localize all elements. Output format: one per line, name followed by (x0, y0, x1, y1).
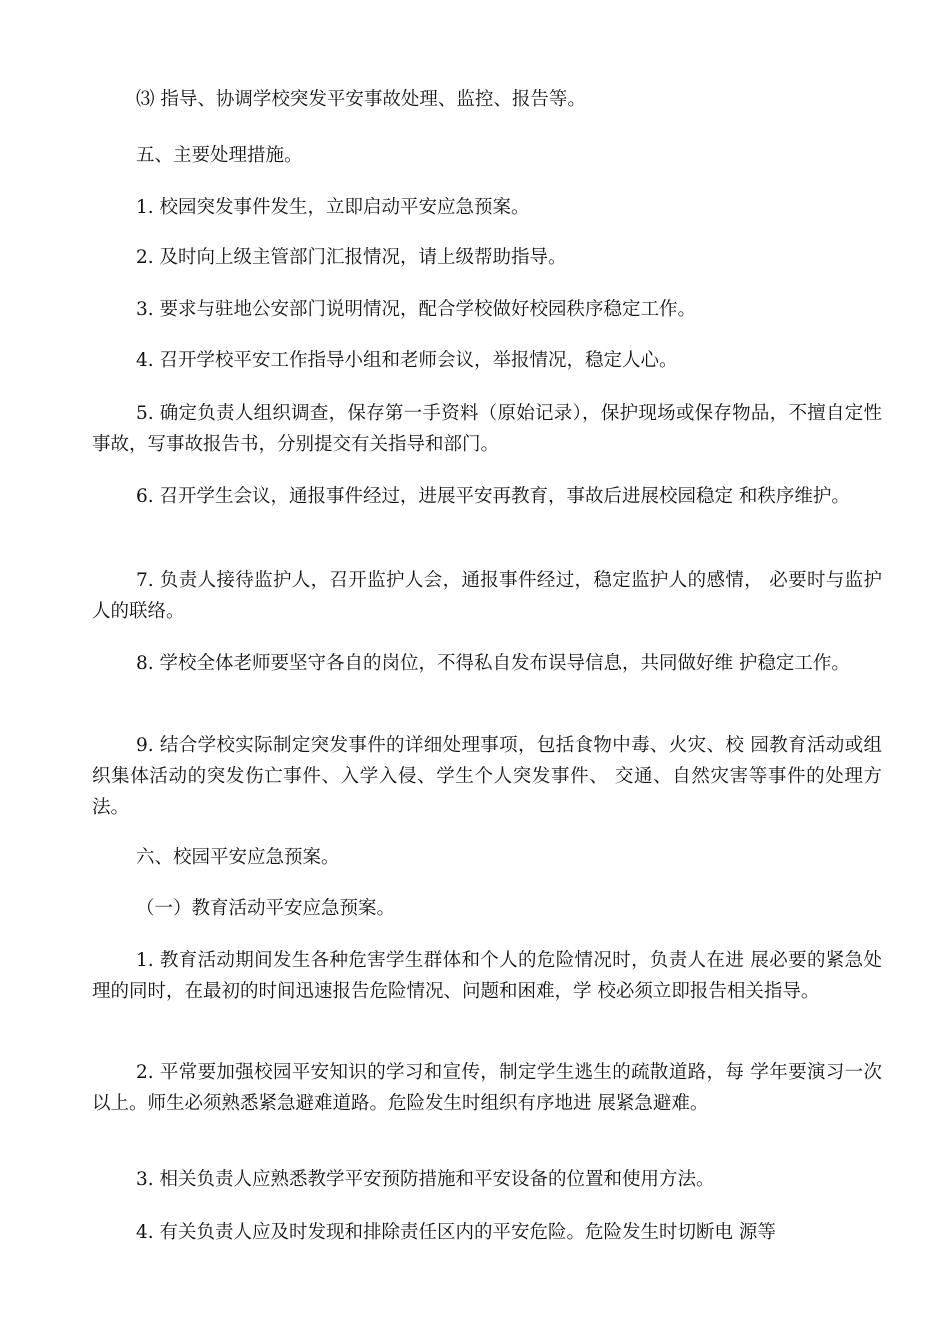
paragraph-measure-8: 8. 学校全体老师要坚守各自的岗位，不得私自发布误导信息，共同做好维 护稳定工作。 (136, 653, 850, 674)
paragraph-plan-1: 1. 教育活动期间发生各种危害学生群体和个人的危险情况时，负责人在进 展必要的紧急处理的同时，在最初的时间迅速报告危险情况、问题和困难，学 校必须立即报告相关指导。 (92, 950, 882, 1002)
heading-section-six: 六、校园平安应急预案。 (136, 847, 340, 868)
paragraph-measure-6: 6. 召开学生会议，通报事件经过，进展平安再教育，事故后进展校园稳定 和秩序维护。 (136, 486, 850, 507)
heading-section-five: 五、主要处理措施。 (136, 145, 303, 166)
paragraph-measure-3: 3. 要求与驻地公安部门说明情况，配合学校做好校园秩序稳定工作。 (136, 299, 697, 320)
paragraph-guidance-coordination: ⑶ 指导、协调学校突发平安事故处理、监控、报告等。 (136, 89, 586, 110)
heading-subsection-one: （一）教育活动平安应急预案。 (136, 898, 396, 919)
paragraph-measure-2: 2. 及时向上级主管部门汇报情况，请上级帮助指导。 (136, 247, 567, 268)
paragraph-measure-5: 5. 确定负责人组织调查，保存第一手资料（原始记录），保护现场或保存物品，不擅自定性事故，写事故报告书，分别提交有关指导和部门。 (92, 403, 882, 455)
paragraph-plan-2: 2. 平常要加强校园平安知识的学习和宣传，制定学生逃生的疏散道路，每 学年要演习一次以上。师生必须熟悉紧急避难道路。危险发生时组织有序地进 展紧急避难。 (92, 1062, 882, 1114)
paragraph-measure-9: 9. 结合学校实际制定突发事件的详细处理事项，包括食物中毒、火灾、校 园教育活动或组织集体活动的突发伤亡事件、入学入侵、学生个人突发事件、 交通、自然灾害等事件的处理方法。 (92, 735, 882, 818)
paragraph-plan-4: 4. 有关负责人应及时发现和排除责任区内的平安危险。危险发生时切断电 源等 (136, 1222, 776, 1243)
paragraph-measure-4: 4. 召开学校平安工作指导小组和老师会议，举报情况，稳定人心。 (136, 350, 678, 371)
paragraph-measure-7: 7. 负责人接待监护人，召开监护人会，通报事件经过，稳定监护人的感情， 必要时与监护人的联络。 (92, 570, 882, 622)
paragraph-measure-1: 1. 校园突发事件发生，立即启动平安应急预案。 (136, 197, 530, 218)
paragraph-plan-3: 3. 相关负责人应熟悉教学平安预防措施和平安设备的位置和使用方法。 (136, 1169, 715, 1190)
